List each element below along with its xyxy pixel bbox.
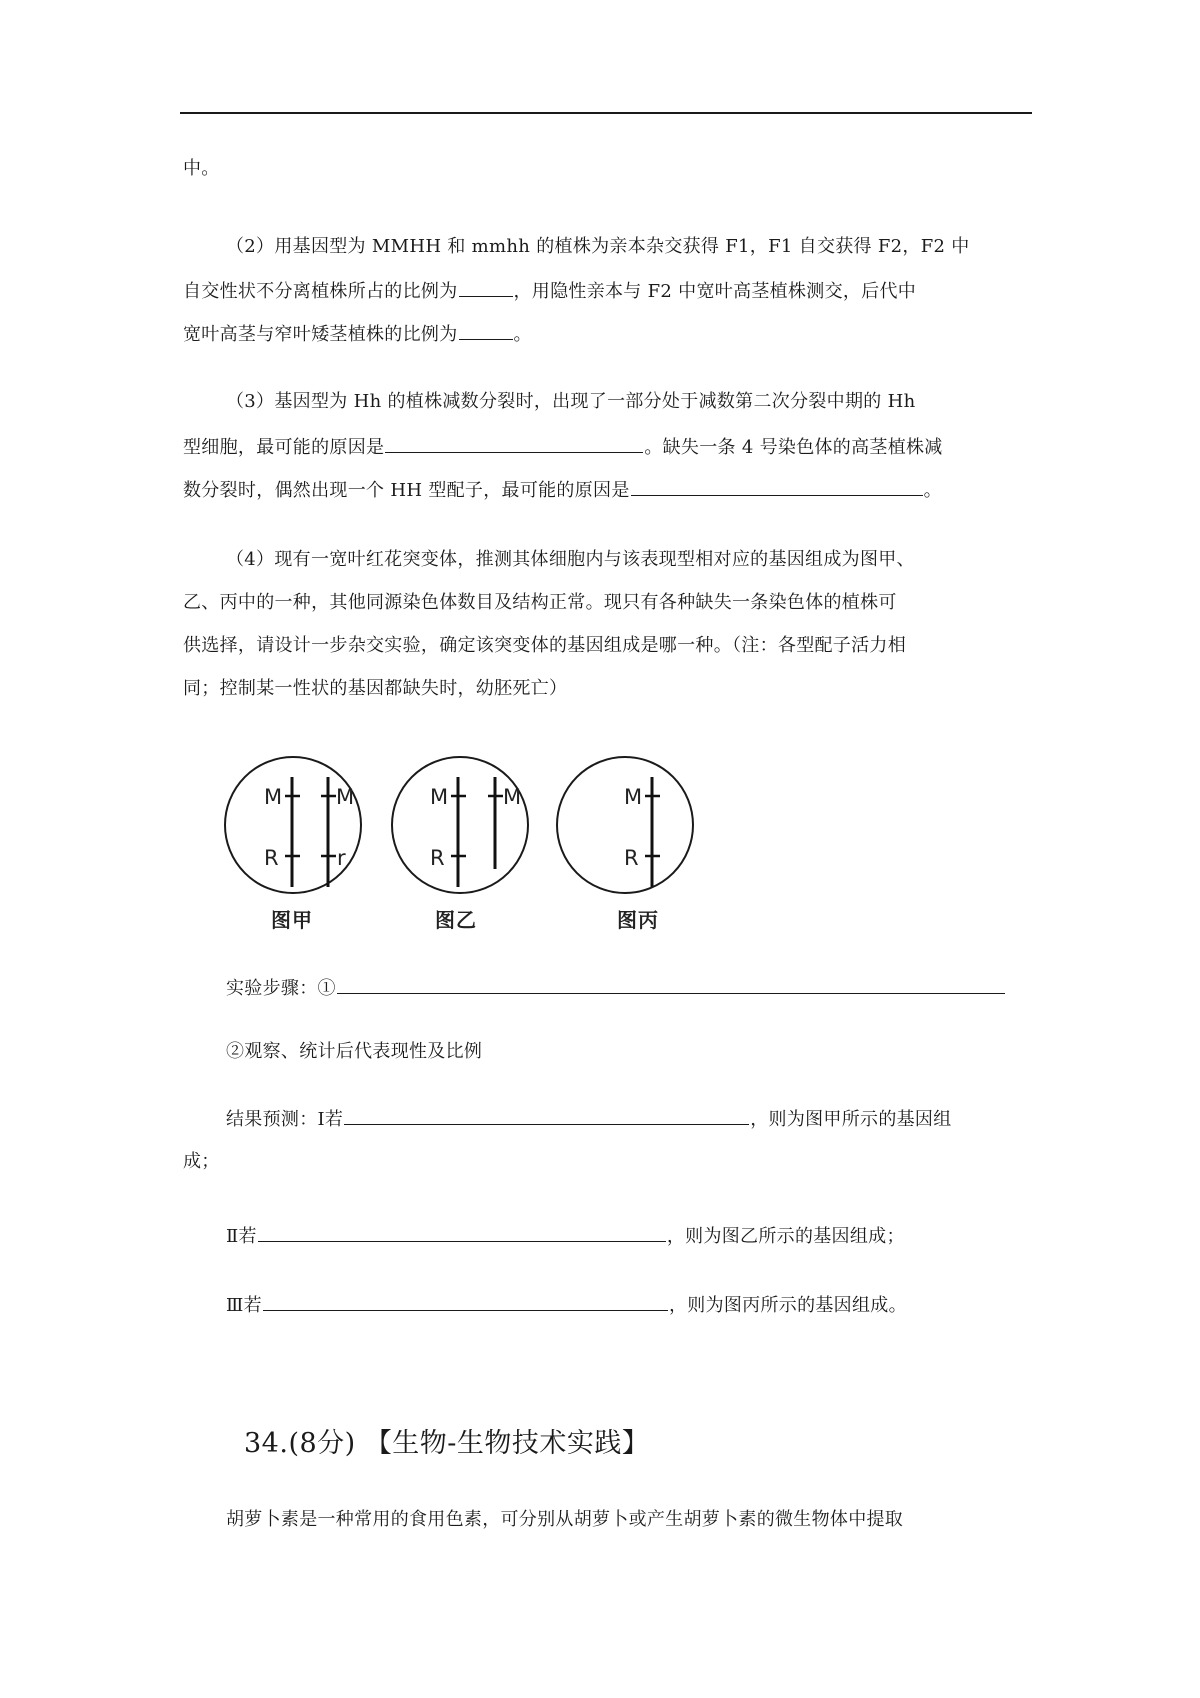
gene-label: R: [430, 846, 445, 870]
result-1-continuation: 成；: [183, 1151, 220, 1172]
q2-answer-blank-2[interactable]: [459, 321, 513, 340]
chromosome-figures: [220, 752, 720, 942]
q3-line-3-text-b: 。: [923, 480, 942, 501]
q3-answer-blank-2[interactable]: [631, 477, 923, 496]
figure-caption-jia: 图甲: [271, 908, 313, 932]
q2-line-3-text-b: 。: [513, 324, 532, 345]
q4-line-4: 同；控制某一性状的基因都缺失时，幼胚死亡）: [183, 678, 568, 699]
section-34-heading: 34.(8分) 【生物-生物技术实践】: [244, 1428, 650, 1459]
q3-line-3-text-a: 数分裂时，偶然出现一个 HH 型配子，最可能的原因是: [183, 480, 630, 501]
step-1-line: [226, 975, 1006, 1001]
continuation-text: 中。: [183, 158, 220, 179]
q4-line-3: 供选择，请设计一步杂交实验，确定该突变体的基因组成是哪一种。（注：各型配子活力相: [183, 635, 906, 656]
figure-caption-yi: 图乙: [435, 908, 477, 932]
gene-label: r: [337, 846, 346, 870]
q3-answer-blank-1[interactable]: [385, 434, 643, 453]
result-3-answer-blank[interactable]: [263, 1292, 668, 1311]
cell-outline-yi: [392, 757, 528, 893]
result-1-answer-blank[interactable]: [344, 1106, 749, 1125]
result-2-answer-blank[interactable]: [258, 1223, 666, 1242]
q2-answer-blank-1[interactable]: [459, 278, 513, 297]
result-2-line: [226, 1223, 905, 1249]
q2-line-2: [183, 278, 916, 304]
gene-label: R: [264, 846, 279, 870]
section-34-intro: 胡萝卜素是一种常用的食用色素，可分别从胡萝卜或产生胡萝卜素的微生物体中提取: [226, 1509, 904, 1530]
q2-line-2-text-b: ，用隐性亲本与 F2 中宽叶高茎植株测交，后代中: [513, 281, 917, 302]
result-1-text-a: 结果预测：Ⅰ若: [226, 1109, 344, 1130]
step-1-answer-blank[interactable]: [337, 975, 1005, 994]
q2-line-1: （2）用基因型为 MMHH 和 mmhh 的植株为亲本杂交获得 F1，F1 自交获得 F2，F2 中: [226, 236, 970, 257]
step-1-label: 实验步骤：①: [226, 978, 336, 999]
result-3-text-a: Ⅲ若: [226, 1295, 262, 1316]
q2-line-3: [183, 321, 532, 347]
result-3-text-b: ，则为图丙所示的基因组成。: [668, 1295, 907, 1316]
gene-label: M: [430, 785, 449, 809]
gene-label: R: [624, 846, 639, 870]
q3-line-2-text-b: 。缺失一条 4 号染色体的高茎植株减: [644, 437, 943, 458]
figure-jia: [225, 757, 361, 893]
figure-yi: [392, 757, 528, 893]
q4-line-1: （4）现有一宽叶红花突变体，推测其体细胞内与该表现型相对应的基因组成为图甲、: [226, 549, 915, 570]
cell-outline-bing: [557, 757, 693, 893]
q3-line-2: [183, 434, 943, 460]
gene-label: M: [503, 785, 522, 809]
q3-line-2-text-a: 型细胞，最可能的原因是: [183, 437, 385, 458]
result-2-text-b: ，则为图乙所示的基因组成；: [666, 1226, 905, 1247]
figure-bing: [557, 757, 693, 893]
result-1-line: [226, 1106, 952, 1132]
q3-line-1: （3）基因型为 Hh 的植株减数分裂时，出现了一部分处于减数第二次分裂中期的 Hh: [226, 391, 916, 412]
header-rule: [180, 112, 1032, 114]
q2-line-2-text-a: 自交性状不分离植株所占的比例为: [183, 281, 458, 302]
q4-line-2: 乙、丙中的一种，其他同源染色体数目及结构正常。现只有各种缺失一条染色体的植株可: [183, 592, 897, 613]
gene-label: M: [336, 785, 355, 809]
result-2-text-a: Ⅱ若: [226, 1226, 257, 1247]
q2-line-3-text-a: 宽叶高茎与窄叶矮茎植株的比例为: [183, 324, 458, 345]
result-1-text-b: ，则为图甲所示的基因组: [750, 1109, 952, 1130]
q3-line-3: [183, 477, 942, 503]
step-2-text: ②观察、统计后代表现性及比例: [226, 1041, 483, 1062]
gene-label: M: [624, 785, 643, 809]
chromosome-diagram: [220, 752, 720, 902]
result-3-line: [226, 1292, 907, 1318]
figure-caption-bing: 图丙: [617, 908, 659, 932]
gene-label: M: [264, 785, 283, 809]
